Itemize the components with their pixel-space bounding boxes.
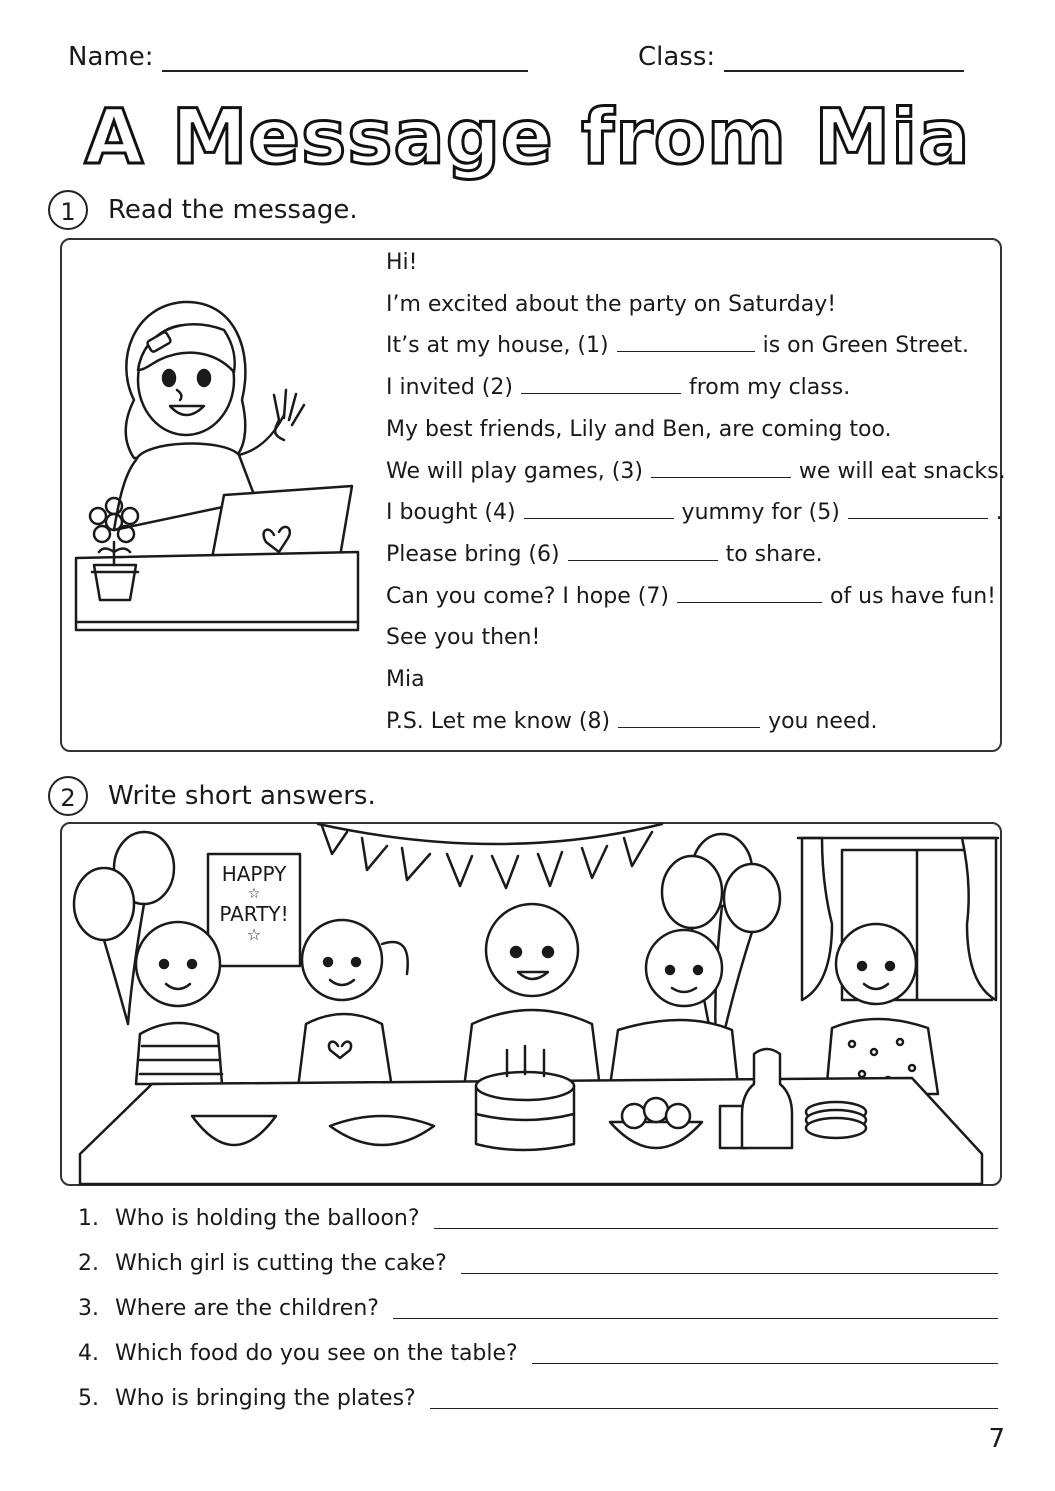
question-number: 1. [78, 1206, 99, 1231]
fill-in-blank-4[interactable] [524, 498, 674, 519]
section-1-title: Read the message. [108, 195, 358, 225]
page-number: 7 [988, 1424, 1005, 1454]
fill-in-blank-8[interactable] [618, 707, 760, 728]
message-text-part: We will play games, (3) [386, 458, 643, 484]
answer-line[interactable] [532, 1362, 998, 1364]
party-scene-illustration [62, 824, 1000, 1184]
name-field-line[interactable] [162, 70, 528, 72]
fill-in-blank-5[interactable] [848, 498, 988, 519]
poster-line-2: PARTY! [219, 902, 289, 926]
section-2-number: 2 [48, 776, 88, 816]
message-line [386, 248, 417, 278]
question-text: Which food do you see on the table? [115, 1341, 518, 1366]
question-text: Who is bringing the plates? [115, 1386, 416, 1411]
message-line [386, 707, 877, 737]
message-line [386, 373, 850, 403]
message-line [386, 457, 1006, 487]
fill-in-blank-3[interactable] [651, 457, 791, 478]
message-text-part: Hi! [386, 250, 418, 275]
message-line [386, 665, 425, 695]
question-number: 5. [78, 1386, 99, 1411]
message-text-part: Mia [386, 667, 425, 692]
question-row [78, 1204, 998, 1234]
message-text-part: Can you come? I hope (7) [386, 583, 669, 609]
answer-line[interactable] [461, 1272, 998, 1274]
question-text: Who is holding the balloon? [115, 1206, 420, 1231]
message-text-part: . [995, 500, 1003, 526]
message-text-part: Please bring (6) [386, 541, 560, 567]
class-field-line[interactable] [724, 70, 964, 72]
message-line [386, 582, 996, 612]
message-line [386, 498, 1003, 528]
fill-in-blank-1[interactable] [617, 331, 755, 352]
message-text-part: is on Green Street. [762, 333, 970, 359]
message-text-part: of us have fun! [829, 583, 996, 609]
question-row [78, 1339, 998, 1369]
name-label: Name: [68, 42, 154, 72]
message-text-part: My best friends, Lily and Ben, are coming too. [386, 416, 892, 442]
question-number: 2. [78, 1251, 99, 1276]
question-number: 3. [78, 1296, 99, 1321]
message-text-part: It’s at my house, (1) [386, 333, 609, 359]
section-1-number: 1 [48, 190, 88, 230]
message-line [386, 623, 540, 653]
question-text: Which girl is cutting the cake? [115, 1251, 447, 1276]
message-text-part: to share. [725, 541, 823, 567]
section-2-title: Write short answers. [108, 781, 376, 811]
page-title: A Message from Mia [84, 92, 971, 181]
poster-line-1: HAPPY [221, 862, 287, 886]
message-text-part: I’m excited about the party on Saturday! [386, 291, 837, 317]
class-label: Class: [638, 42, 716, 72]
message-text-part: I invited (2) [386, 375, 513, 401]
question-row [78, 1249, 998, 1279]
message-line [386, 290, 836, 320]
message-text-part: we will eat snacks. [798, 458, 1006, 484]
message-text-part: P.S. Let me know (8) [386, 708, 611, 734]
message-text-part: from my class. [688, 375, 851, 401]
fill-in-blank-7[interactable] [677, 582, 822, 603]
answer-line[interactable] [393, 1317, 998, 1319]
mia-laptop-illustration [74, 290, 364, 640]
question-number: 4. [78, 1341, 99, 1366]
question-row [78, 1384, 998, 1414]
fill-in-blank-2[interactable] [521, 373, 681, 394]
answer-line[interactable] [430, 1407, 998, 1409]
message-line [386, 415, 892, 445]
message-text-part: I bought (4) [386, 500, 516, 526]
poster-text [208, 862, 300, 944]
fill-in-blank-6[interactable] [568, 540, 718, 561]
poster-star-icon: ☆ [247, 886, 261, 902]
message-line [386, 540, 823, 570]
message-text-part: See you then! [386, 625, 541, 651]
question-text: Where are the children? [115, 1296, 379, 1321]
question-row [78, 1294, 998, 1324]
message-text-part: you need. [768, 708, 878, 734]
poster-star-icon: ☆ [246, 925, 262, 944]
message-text-part: yummy for (5) [681, 500, 840, 526]
message-line [386, 331, 969, 361]
answer-line[interactable] [434, 1227, 998, 1229]
